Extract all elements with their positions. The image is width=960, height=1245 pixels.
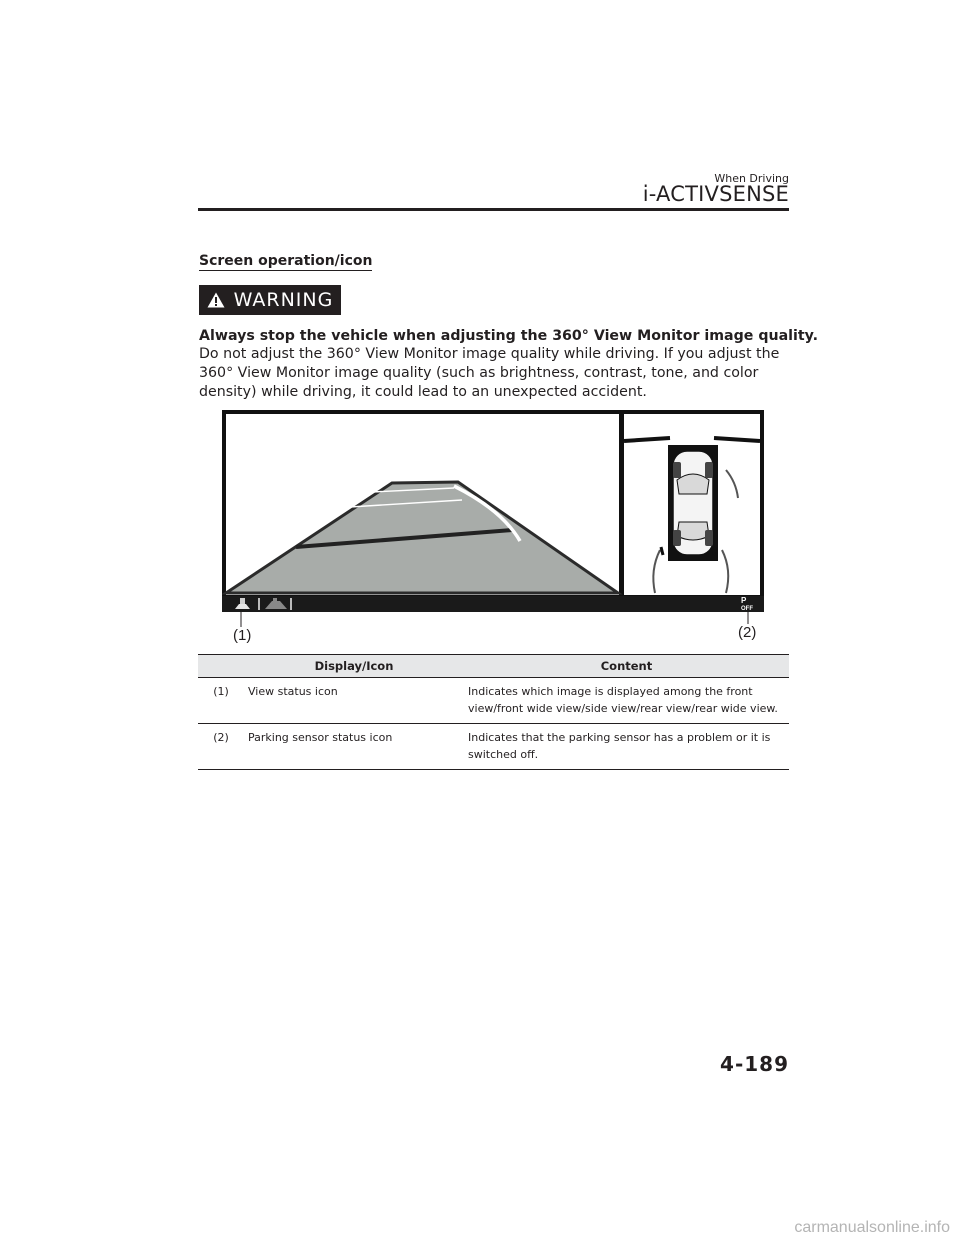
warning-body-text: Do not adjust the 360° View Monitor image quality while driving. If you adjust the 360° View Monitor image quality (such as brightness, contrast, tone, and color density) while driving, it could lead to an unexpected accident. bbox=[199, 346, 780, 400]
row-display-icon: Parking sensor status icon bbox=[244, 724, 464, 770]
row-number: (2) bbox=[198, 724, 244, 770]
sensor-p-text: P bbox=[741, 596, 747, 605]
table-header-row bbox=[198, 655, 789, 678]
table-header-display-icon: Display/Icon bbox=[244, 655, 464, 678]
sensor-off-text: OFF bbox=[741, 606, 753, 612]
warning-label: WARNING bbox=[233, 289, 334, 311]
header-rule bbox=[198, 208, 789, 211]
display-icon-table bbox=[198, 654, 789, 770]
monitor-screen-illustration bbox=[222, 410, 764, 645]
table-row bbox=[198, 678, 789, 724]
header-section-label: When Driving bbox=[714, 172, 789, 185]
callout-2-label: (2) bbox=[738, 624, 757, 641]
monitor-figure bbox=[222, 410, 764, 645]
page-number: 4-189 bbox=[720, 1052, 789, 1076]
warning-banner bbox=[199, 285, 341, 315]
table-row bbox=[198, 724, 789, 770]
watermark-text: carmanualsonline.info bbox=[794, 1219, 950, 1236]
warning-triangle-icon bbox=[207, 292, 225, 308]
warning-strong-text: Always stop the vehicle when adjusting the 360° View Monitor image quality. bbox=[199, 328, 819, 344]
row-number: (1) bbox=[198, 678, 244, 724]
status-bar bbox=[222, 596, 764, 612]
callout-1-label: (1) bbox=[233, 627, 252, 644]
section-heading: Screen operation/icon bbox=[199, 253, 373, 269]
header-chapter-title: i-ACTIVSENSE bbox=[642, 182, 789, 206]
row-content: Indicates which image is displayed among the front view/front wide view/side view/rear view/rear wide view. bbox=[464, 678, 789, 724]
row-display-icon: View status icon bbox=[244, 678, 464, 724]
row-content: Indicates that the parking sensor has a problem or it is switched off. bbox=[464, 724, 789, 770]
table-header-content: Content bbox=[464, 655, 789, 678]
table-header-num bbox=[198, 655, 244, 678]
